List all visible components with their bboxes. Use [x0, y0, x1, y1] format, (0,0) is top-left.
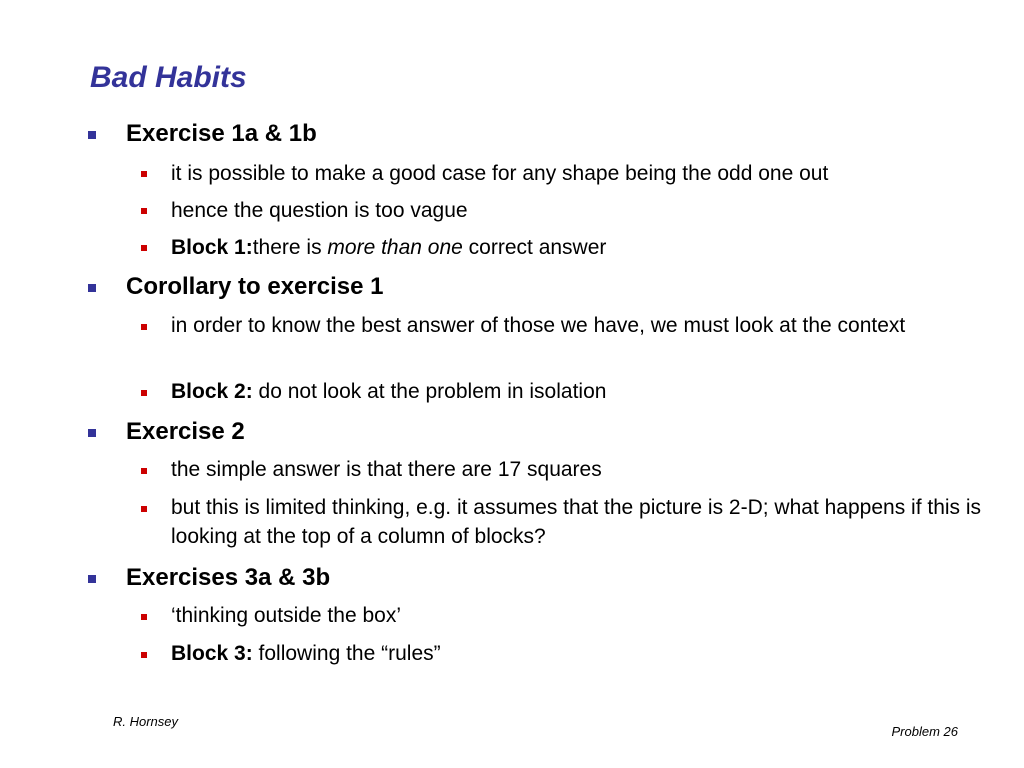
block-label: Block 2:: [171, 380, 253, 403]
level2-bullet-icon: [141, 245, 147, 251]
level2-bullet-icon: [141, 390, 147, 396]
list-item: the simple answer is that there are 17 squares: [171, 458, 602, 481]
item-text-after: correct answer: [462, 236, 607, 259]
level1-bullet-icon: [88, 575, 96, 583]
level2-bullet-icon: [141, 614, 147, 620]
list-item: hence the question is too vague: [171, 199, 468, 222]
block-label: Block 3:: [171, 642, 253, 665]
footer-page-number: Problem 26: [891, 724, 958, 739]
list-item: but this is limited thinking, e.g. it assumes that the picture is 2-D; what happens if this is looking at the top of a column of blocks?: [171, 496, 982, 548]
list-item: it is possible to make a good case for any shape being the odd one out: [171, 162, 829, 185]
level2-bullet-icon: [141, 468, 147, 474]
section-heading: Exercises 3a & 3b: [126, 564, 331, 591]
item-text: following the “rules”: [252, 642, 441, 665]
section-heading: Exercise 1a & 1b: [126, 120, 317, 147]
list-item: [171, 377, 991, 406]
section-heading: Exercise 2: [126, 418, 245, 445]
list-item: [171, 233, 991, 262]
level2-bullet-icon: [141, 208, 147, 214]
footer-author: R. Hornsey: [113, 714, 179, 729]
level2-bullet-icon: [141, 652, 147, 658]
list-item: ‘thinking outside the box’: [171, 604, 401, 627]
level2-bullet-icon: [141, 324, 147, 330]
level1-bullet-icon: [88, 284, 96, 292]
item-text: there is: [252, 236, 328, 259]
level1-bullet-icon: [88, 429, 96, 437]
block-label: Block 1:: [171, 236, 253, 259]
level2-bullet-icon: [141, 171, 147, 177]
item-text: do not look at the problem in isolation: [252, 380, 607, 403]
level2-bullet-icon: [141, 506, 147, 512]
level1-bullet-icon: [88, 131, 96, 139]
emphasis-text: more than one: [327, 236, 463, 259]
list-item: in order to know the best answer of those we have, we must look at the context: [171, 314, 906, 337]
slide-title: Bad Habits: [90, 61, 247, 94]
section-heading: Corollary to exercise 1: [126, 273, 384, 300]
list-item: [171, 639, 991, 668]
